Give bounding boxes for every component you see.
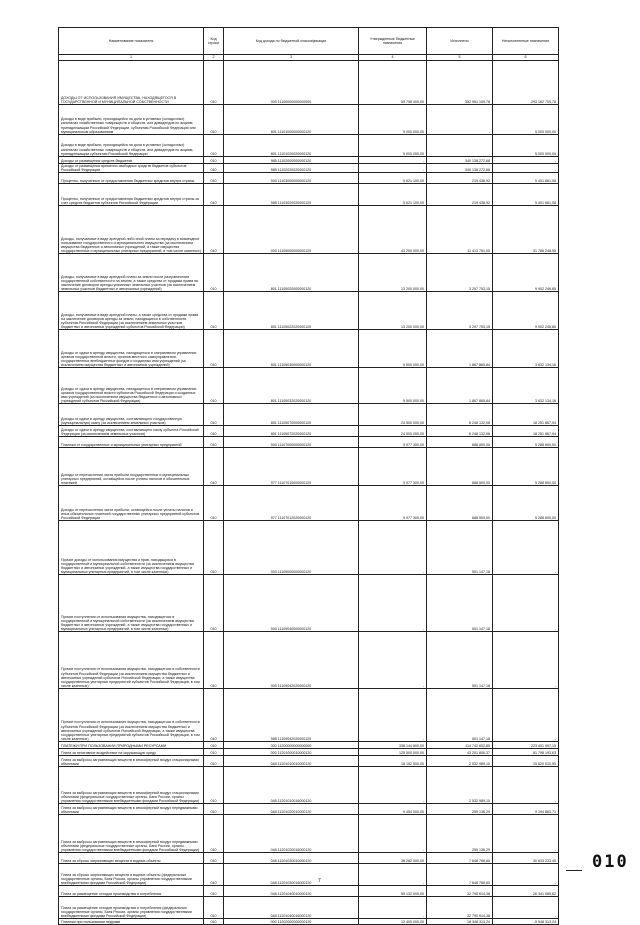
row-approved-cell: - xyxy=(359,632,427,689)
row-unexecuted-cell: - xyxy=(493,689,559,742)
row-name-cell: Плата за выбросы загрязняющих веществ в атмосферный воздух передвижными объектами xyxy=(59,804,204,815)
table-row xyxy=(59,184,559,206)
row-line-cell: 010 xyxy=(204,157,224,164)
row-unexecuted-cell: 3 632 134,16 xyxy=(493,368,559,404)
report-table-container xyxy=(58,27,558,925)
row-approved-cell: 5 500 000,00 xyxy=(359,330,427,368)
row-line-cell: 010 xyxy=(204,632,224,689)
header-name: Наименование показателя xyxy=(59,28,204,55)
row-code-cell: 985 11109042020000120 xyxy=(224,689,359,742)
row-executed-cell: 6 248 132,06 xyxy=(427,404,493,426)
row-code-cell: 000 11109042020000120 xyxy=(224,632,359,689)
row-code-cell: 985 11103020020000120 xyxy=(224,184,359,206)
row-approved-cell: - xyxy=(359,864,427,886)
row-code-cell: 801 11105070000000120 xyxy=(224,404,359,426)
row-name-cell: Проценты, полученные от предоставления бюджетных кредитов внутри страны за счет средств бюджетов субъектов Российской Федерации xyxy=(59,184,204,206)
header-line: Код строки xyxy=(204,28,224,55)
row-approved-cell: 9 454 000,00 xyxy=(359,804,427,815)
row-executed-cell: 688 500,00 xyxy=(427,437,493,448)
row-executed-cell: 32 790 914,38 xyxy=(427,886,493,897)
row-unexecuted-cell: 9 902 246,85 xyxy=(493,292,559,330)
row-code-cell: 801 11105072020000120 xyxy=(224,426,359,437)
row-code-cell: 048 11201030010000120 xyxy=(224,853,359,864)
col-number: 4 xyxy=(359,55,427,61)
row-unexecuted-cell: 5 401 661,08 xyxy=(493,184,559,206)
row-name-cell: Доходы от размещения временно свободных средств бюджетов субъектов Российской Федерации xyxy=(59,164,204,173)
row-approved-cell: - xyxy=(359,575,427,632)
row-code-cell: 000 11100000000000000 xyxy=(224,61,359,105)
row-name-cell: Плата за выбросы загрязняющих веществ в атмосферный воздух стационарными объектами xyxy=(59,756,204,767)
row-code-cell: 048 11201030016000120 xyxy=(224,864,359,886)
row-executed-cell: 501 147,18 xyxy=(427,521,493,575)
row-executed-cell: 32 790 914,38 xyxy=(427,897,493,919)
row-approved-cell: 59 132 000,00 xyxy=(359,886,427,897)
table-row xyxy=(59,919,559,925)
row-approved-cell: 338 144 600,00 xyxy=(359,742,427,749)
row-code-cell: 000 11103000000000120 xyxy=(224,173,359,184)
row-name-cell: Доходы от сдачи в аренду имущества, находящегося в оперативном управлении органов государственной власти субъектов Российской Федерации и созданных ими учреждений (за исключением имущества бюджетных и автономных учреждений субъектов Российской Федерации) xyxy=(59,368,204,404)
row-line-cell: 010 xyxy=(204,173,224,184)
row-name-cell: Доходы, получаемые в виде арендной либо иной платы за передачу в возмездное пользование государственного и муниципального имущества (за исключением имущества бюджетных и автономных учреждений, а также имущества государственных и муниципальных унитарных предприятий, в том числе казенных) xyxy=(59,206,204,254)
row-line-cell: 010 xyxy=(204,756,224,767)
row-line-cell: 010 xyxy=(204,254,224,292)
row-name-cell: Плата за сбросы загрязняющих веществ в водные объекты xyxy=(59,853,204,864)
row-code-cell: 977 11107012020000120 xyxy=(224,486,359,521)
row-name-cell: Платежи при пользовании недрами xyxy=(59,919,204,925)
table-header-row xyxy=(59,28,559,55)
row-line-cell: 010 xyxy=(204,486,224,521)
row-unexecuted-cell: - xyxy=(493,521,559,575)
row-approved-cell: 38 282 000,00 xyxy=(359,853,427,864)
side-form-code: 010 xyxy=(592,852,629,872)
table-row xyxy=(59,105,559,135)
table-row xyxy=(59,426,559,437)
row-approved-cell: - xyxy=(359,767,427,804)
row-executed-cell: 259 136,29 xyxy=(427,815,493,853)
row-approved-cell: 59 798 400,00 xyxy=(359,61,427,105)
table-row xyxy=(59,749,559,756)
row-approved-cell: 5 621 100,00 xyxy=(359,184,427,206)
header-code: Код дохода по бюджетной классификации xyxy=(224,28,359,55)
row-executed-cell: - xyxy=(427,135,493,157)
header-approved: Утвержденные бюджетные назначения xyxy=(359,28,427,55)
row-approved-cell: 18 152 000,00 xyxy=(359,756,427,767)
row-unexecuted-cell: 3 632 134,16 xyxy=(493,330,559,368)
row-approved-cell: 12 400 000,00 xyxy=(359,919,427,925)
row-code-cell: 801 11105020000000120 xyxy=(224,254,359,292)
table-row xyxy=(59,254,559,292)
row-unexecuted-cell: 31 786 248,95 xyxy=(493,206,559,254)
row-line-cell: 010 xyxy=(204,815,224,853)
col-number: 6 xyxy=(493,55,559,61)
row-approved-cell: 13 200 000,00 xyxy=(359,254,427,292)
table-row xyxy=(59,864,559,886)
row-unexecuted-cell: 81 798 193,63 xyxy=(493,749,559,756)
row-executed-cell: 7 648 766,60 xyxy=(427,853,493,864)
row-unexecuted-cell: - xyxy=(493,157,559,164)
row-name-cell: Плата за размещение отходов производства и потребления (федеральные государственные органы, Банк России, органы управления государственными внебюджетными фондами Российской Федерации) xyxy=(59,897,204,919)
row-unexecuted-cell: 5 288 800,00 xyxy=(493,437,559,448)
row-executed-cell: 219 438,92 xyxy=(427,184,493,206)
row-code-cell: 801 11105022020000120 xyxy=(224,292,359,330)
side-dash-line xyxy=(566,870,582,871)
table-row xyxy=(59,164,559,173)
row-line-cell: 010 xyxy=(204,521,224,575)
row-line-cell: 010 xyxy=(204,206,224,254)
row-unexecuted-cell: 15 620 010,90 xyxy=(493,756,559,767)
table-row xyxy=(59,632,559,689)
header-executed: Исполнено xyxy=(427,28,493,55)
row-approved-cell: 24 500 000,00 xyxy=(359,426,427,437)
row-code-cell: 801 11105030000000120 xyxy=(224,330,359,368)
col-number: 1 xyxy=(59,55,204,61)
row-unexecuted-cell: 9 902 246,85 xyxy=(493,254,559,292)
row-unexecuted-cell: 5 288 800,00 xyxy=(493,486,559,521)
table-body xyxy=(59,61,559,925)
row-executed-cell: 7 648 766,60 xyxy=(427,864,493,886)
row-line-cell: 010 xyxy=(204,689,224,742)
row-approved-cell: 5 000 000,00 xyxy=(359,135,427,157)
row-executed-cell: 501 147,18 xyxy=(427,575,493,632)
row-name-cell: Проценты, полученные от предоставления бюджетных кредитов внутри страны xyxy=(59,173,204,184)
row-unexecuted-cell: 18 251 867,94 xyxy=(493,404,559,426)
table-row xyxy=(59,330,559,368)
row-line-cell: 010 xyxy=(204,404,224,426)
row-code-cell: 000 11109000000000120 xyxy=(224,521,359,575)
row-line-cell: 010 xyxy=(204,886,224,897)
table-row xyxy=(59,742,559,749)
row-unexecuted-cell: 223 401 997,15 xyxy=(493,742,559,749)
row-executed-cell: 43 201 806,37 xyxy=(427,749,493,756)
row-code-cell: 000 11201000010000120 xyxy=(224,749,359,756)
row-executed-cell: 688 500,00 xyxy=(427,448,493,486)
row-executed-cell: 340 138 272,68 xyxy=(427,157,493,164)
row-line-cell: 010 xyxy=(204,368,224,404)
row-code-cell: 048 11201040016000120 xyxy=(224,897,359,919)
row-code-cell: 000 11109040000000120 xyxy=(224,575,359,632)
col-number: 2 xyxy=(204,55,224,61)
row-approved-cell: - xyxy=(359,521,427,575)
row-executed-cell: 3 297 753,15 xyxy=(427,254,493,292)
row-name-cell: ПЛАТЕЖИ ПРИ ПОЛЬЗОВАНИИ ПРИРОДНЫМИ РЕСУРСАМИ xyxy=(59,742,204,749)
row-name-cell: Прочие доходы от использования имущества и прав, находящихся в государственной и муниципальной собственности (за исключением имущества бюджетных и автономных учреждений, а также имущества государственных и муниципальных унитарных предприятий, в том числе казенных) xyxy=(59,521,204,575)
row-unexecuted-cell: - xyxy=(493,815,559,853)
row-name-cell: Доходы от сдачи в аренду имущества, составляющего государственную (муниципальную) казну (за исключением земельных участков) xyxy=(59,404,204,426)
row-line-cell: 010 xyxy=(204,864,224,886)
row-line-cell: 010 xyxy=(204,135,224,157)
table-row xyxy=(59,61,559,105)
row-approved-cell: 43 200 000,00 xyxy=(359,206,427,254)
table-row xyxy=(59,135,559,157)
row-unexecuted-cell: 5 000 000,00 xyxy=(493,135,559,157)
table-row xyxy=(59,767,559,804)
table-row xyxy=(59,521,559,575)
table-row xyxy=(59,173,559,184)
row-executed-cell: - xyxy=(427,105,493,135)
row-line-cell: 010 xyxy=(204,105,224,135)
row-approved-cell: 5 621 100,00 xyxy=(359,173,427,184)
row-executed-cell: 501 147,18 xyxy=(427,632,493,689)
row-approved-cell: - xyxy=(359,164,427,173)
row-line-cell: 010 xyxy=(204,919,224,925)
table-row xyxy=(59,897,559,919)
row-line-cell: 010 xyxy=(204,164,224,173)
table-row xyxy=(59,575,559,632)
row-executed-cell: 2 532 989,10 xyxy=(427,767,493,804)
row-line-cell: 010 xyxy=(204,767,224,804)
row-code-cell: 985 11102000000000120 xyxy=(224,157,359,164)
row-unexecuted-cell: - xyxy=(493,575,559,632)
row-line-cell: 010 xyxy=(204,330,224,368)
row-name-cell: Доходы в виде прибыли, приходящейся на доли в уставных (складочных) капиталах хозяйственных товариществ и обществ, или дивидендов по акциям, принадлежащим Российской Федерации, субъектам Российской Федерации или муниципальным образованиям xyxy=(59,105,204,135)
table-row xyxy=(59,689,559,742)
row-code-cell: 000 11105000000000120 xyxy=(224,206,359,254)
row-line-cell: 010 xyxy=(204,184,224,206)
row-unexecuted-cell: -293 162 709,78 xyxy=(493,61,559,105)
row-code-cell: 048 11201020010000120 xyxy=(224,804,359,815)
row-unexecuted-cell: - xyxy=(493,632,559,689)
row-unexecuted-cell: 5 000 000,00 xyxy=(493,105,559,135)
row-approved-cell: - xyxy=(359,157,427,164)
row-line-cell: 010 xyxy=(204,575,224,632)
row-executed-cell: 259 136,29 xyxy=(427,804,493,815)
row-unexecuted-cell: 9 194 863,71 xyxy=(493,804,559,815)
table-row xyxy=(59,292,559,330)
row-approved-cell: 5 000 000,00 xyxy=(359,105,427,135)
row-line-cell: 010 xyxy=(204,426,224,437)
row-approved-cell: 5 977 300,00 xyxy=(359,448,427,486)
row-name-cell: Доходы от перечисления части прибыли государственных и муниципальных унитарных предприятий, остающейся после уплаты налогов и обязательных платежей xyxy=(59,448,204,486)
row-name-cell: Плата за сбросы загрязняющих веществ в водные объекты (федеральные государственные органы, Банк России, органы управления государственными внебюджетными фондами Российской Федерации) xyxy=(59,864,204,886)
row-unexecuted-cell: 5 401 661,08 xyxy=(493,173,559,184)
row-name-cell: Прочие поступления от использования имущества, находящегося в собственности субъектов Российской Федерации (за исключением имущества бюджетных и автономных учреждений субъектов Российской Федерации, а также имущества государственных унитарных предприятий субъектов Российской Федерации, в том числе казенных) xyxy=(59,632,204,689)
row-name-cell: Плата за выбросы загрязняющих веществ в атмосферный воздух передвижными объектами (федеральные государственные органы, Банк России, органы управления государственными внебюджетными фондами Российской Федерации) xyxy=(59,815,204,853)
row-code-cell: 985 11102020020000120 xyxy=(224,164,359,173)
row-executed-cell: 352 961 109,78 xyxy=(427,61,493,105)
table-row xyxy=(59,486,559,521)
row-unexecuted-cell: -5 948 313,24 xyxy=(493,919,559,925)
row-code-cell: 801 11101020020000120 xyxy=(224,135,359,157)
row-unexecuted-cell: 26 341 085,62 xyxy=(493,886,559,897)
table-row xyxy=(59,815,559,853)
row-unexecuted-cell: - xyxy=(493,164,559,173)
row-approved-cell: - xyxy=(359,689,427,742)
row-name-cell: Плата за размещение отходов производства и потребления xyxy=(59,886,204,897)
row-name-cell: Прочие поступления от использования имущества, находящегося в собственности субъектов Российской Федерации (за исключением имущества бюджетных и автономных учреждений субъектов Российской Федерации, а также имущества государственных унитарных предприятий субъектов Российской Федерации, в том числе казенных) xyxy=(59,689,204,742)
row-name-cell: Доходы в виде прибыли, приходящейся на доли в уставных (складочных) капиталах хозяйственных товариществ и обществ, или дивидендов по акциям, принадлежащим субъектам Российской Федерации xyxy=(59,135,204,157)
col-number: 5 xyxy=(427,55,493,61)
row-name-cell: Доходы от сдачи в аренду имущества, находящегося в оперативном управлении органов государственной власти, органов местного самоуправления, государственных внебюджетных фондов и созданных ими учреждений (за исключением имущества бюджетных и автономных учреждений) xyxy=(59,330,204,368)
row-code-cell: 977 11107010000000120 xyxy=(224,448,359,486)
table-row xyxy=(59,448,559,486)
row-line-cell: 010 xyxy=(204,897,224,919)
row-executed-cell: 18 348 313,24 xyxy=(427,919,493,925)
row-unexecuted-cell: 18 251 867,94 xyxy=(493,426,559,437)
row-line-cell: 010 xyxy=(204,749,224,756)
row-name-cell: Доходы от размещения средств бюджетов xyxy=(59,157,204,164)
row-name-cell: Плата за выбросы загрязняющих веществ в атмосферный воздух стационарными объектами (федеральные государственные органы, Банк России, органы управления государственными внебюджетными фондами Российской Федерации) xyxy=(59,767,204,804)
table-row xyxy=(59,853,559,864)
row-name-cell: Доходы, получаемые в виде арендной платы за земли после разграничения государственной собственности на землю, а также средства от продажи права на заключение договоров аренды указанных земельных участков (за исключением земельных участков бюджетных и автономных учреждений) xyxy=(59,254,204,292)
table-row xyxy=(59,886,559,897)
row-line-cell: 010 xyxy=(204,742,224,749)
row-name-cell: Доходы от сдачи в аренду имущества, составляющего казну субъекта Российской Федерации (за исключением земельных участков) xyxy=(59,426,204,437)
row-executed-cell: 3 297 753,15 xyxy=(427,292,493,330)
row-approved-cell: 125 500 000,00 xyxy=(359,749,427,756)
row-unexecuted-cell: - xyxy=(493,767,559,804)
row-executed-cell: 114 742 602,85 xyxy=(427,742,493,749)
row-approved-cell: 24 500 000,00 xyxy=(359,404,427,426)
row-name-cell: Прочие поступления от использования имущества, находящегося в государственной и муниципальной собственности (за исключением имущества бюджетных и автономных учреждений, а также имущества государственных и муниципальных унитарных предприятий, в том числе казенных) xyxy=(59,575,204,632)
table-row xyxy=(59,756,559,767)
row-line-cell: 010 xyxy=(204,804,224,815)
col-number: 3 xyxy=(224,55,359,61)
row-unexecuted-cell: 30 633 233,40 xyxy=(493,853,559,864)
table-row xyxy=(59,157,559,164)
row-unexecuted-cell: 5 288 800,00 xyxy=(493,448,559,486)
row-executed-cell: 2 532 989,10 xyxy=(427,756,493,767)
row-name-cell: Доходы от перечисления части прибыли, остающейся после уплаты налогов и иных обязательных платежей государственных унитарных предприятий субъектов Российской Федерации xyxy=(59,486,204,521)
row-name-cell: Плата за негативное воздействие на окружающую среду xyxy=(59,749,204,756)
row-line-cell: 010 xyxy=(204,437,224,448)
row-executed-cell: 219 438,92 xyxy=(427,173,493,184)
row-code-cell: 048 11201010016000120 xyxy=(224,767,359,804)
row-executed-cell: 340 138 272,68 xyxy=(427,164,493,173)
budget-execution-table xyxy=(58,27,559,925)
row-executed-cell: 6 248 132,06 xyxy=(427,426,493,437)
row-code-cell: 048 11201040010000120 xyxy=(224,886,359,897)
page-number: 7 xyxy=(318,878,321,884)
row-code-cell: 048 11201020016000120 xyxy=(224,815,359,853)
row-approved-cell: 5 977 300,00 xyxy=(359,486,427,521)
row-approved-cell: 5 977 300,00 xyxy=(359,437,427,448)
row-approved-cell: 5 500 000,00 xyxy=(359,368,427,404)
row-unexecuted-cell: - xyxy=(493,864,559,886)
row-line-cell: 010 xyxy=(204,292,224,330)
row-code-cell: 000 11107000000000120 xyxy=(224,437,359,448)
table-row xyxy=(59,206,559,254)
row-code-cell: 801 11101000000000120 xyxy=(224,105,359,135)
row-code-cell: 000 11200000000000000 xyxy=(224,742,359,749)
row-line-cell: 010 xyxy=(204,853,224,864)
row-approved-cell: - xyxy=(359,815,427,853)
row-executed-cell: 1 867 865,84 xyxy=(427,330,493,368)
row-executed-cell: 688 500,00 xyxy=(427,486,493,521)
row-approved-cell: - xyxy=(359,897,427,919)
row-code-cell: 048 11201010010000120 xyxy=(224,756,359,767)
table-row xyxy=(59,368,559,404)
row-name-cell: ДОХОДЫ ОТ ИСПОЛЬЗОВАНИЯ ИМУЩЕСТВА, НАХОДЯЩЕГОСЯ В ГОСУДАРСТВЕННОЙ И МУНИЦИПАЛЬНОЙ СОБСТВЕННОСТИ xyxy=(59,61,204,105)
row-line-cell: 010 xyxy=(204,448,224,486)
row-line-cell: 010 xyxy=(204,61,224,105)
table-row xyxy=(59,404,559,426)
row-code-cell: 801 11105032020000120 xyxy=(224,368,359,404)
row-name-cell: Платежи от государственных и муниципальных унитарных предприятий xyxy=(59,437,204,448)
row-executed-cell: 501 147,18 xyxy=(427,689,493,742)
table-row xyxy=(59,804,559,815)
row-code-cell: 000 11202000000000120 xyxy=(224,919,359,925)
row-name-cell: Доходы, получаемые в виде арендной платы, а также средства от продажи права на заключение договоров аренды за земли, находящиеся в собственности субъектов Российской Федерации (за исключением земельных участков бюджетных и автономных учреждений субъектов Российской Федерации) xyxy=(59,292,204,330)
header-unexecuted: Неисполненные назначения xyxy=(493,28,559,55)
row-executed-cell: 11 413 751,05 xyxy=(427,206,493,254)
table-row xyxy=(59,437,559,448)
row-executed-cell: 1 867 865,84 xyxy=(427,368,493,404)
row-approved-cell: 13 200 000,00 xyxy=(359,292,427,330)
row-unexecuted-cell: - xyxy=(493,897,559,919)
